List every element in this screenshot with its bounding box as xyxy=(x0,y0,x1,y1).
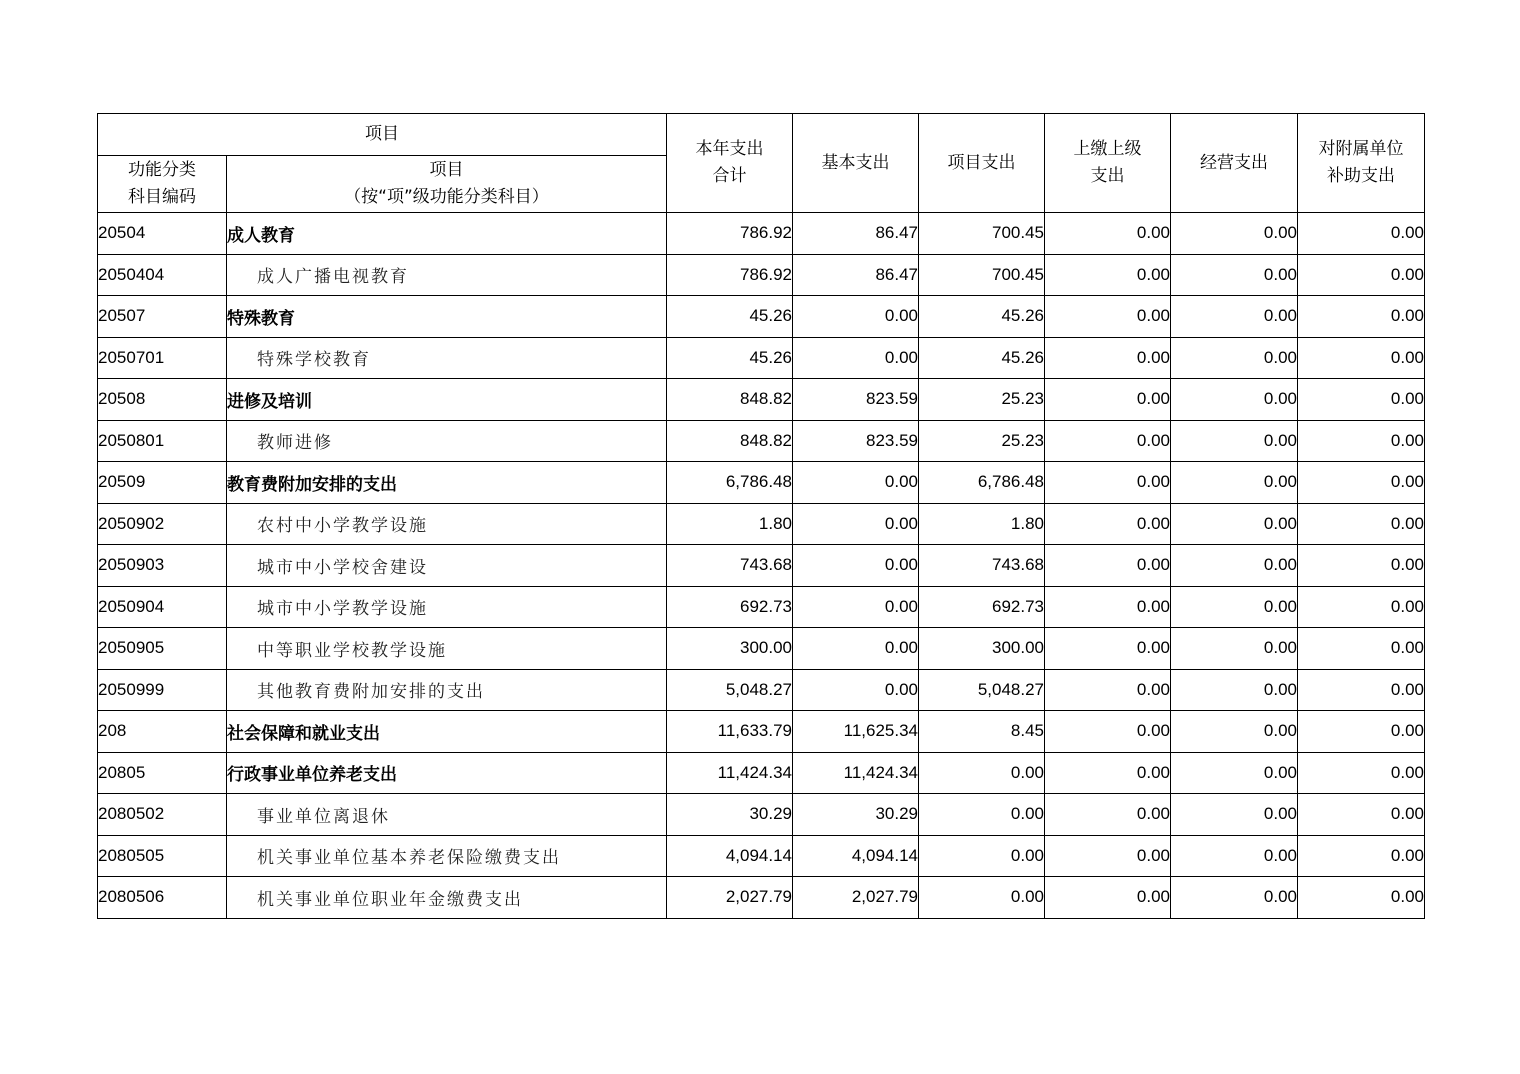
table-row xyxy=(98,586,1425,628)
cell-operating: 0.00 xyxy=(1171,462,1298,504)
cell-operating: 0.00 xyxy=(1171,545,1298,587)
cell-subsidy: 0.00 xyxy=(1298,379,1425,421)
cell-operating: 0.00 xyxy=(1171,296,1298,338)
header-basic: 基本支出 xyxy=(793,114,919,213)
header-subsidy xyxy=(1298,114,1425,213)
cell-upper: 0.00 xyxy=(1045,462,1171,504)
table-row xyxy=(98,296,1425,338)
table-row xyxy=(98,337,1425,379)
cell-project: 8.45 xyxy=(919,711,1045,753)
table-row xyxy=(98,420,1425,462)
cell-operating: 0.00 xyxy=(1171,669,1298,711)
cell-basic: 11,625.34 xyxy=(793,711,919,753)
cell-total: 30.29 xyxy=(667,794,793,836)
cell-name: 特殊学校教育 xyxy=(227,337,667,379)
cell-basic: 823.59 xyxy=(793,420,919,462)
cell-upper: 0.00 xyxy=(1045,752,1171,794)
table-row xyxy=(98,462,1425,504)
cell-subsidy: 0.00 xyxy=(1298,337,1425,379)
cell-code: 2080505 xyxy=(98,835,227,877)
cell-name: 教育费附加安排的支出 xyxy=(227,462,667,504)
cell-name: 社会保障和就业支出 xyxy=(227,711,667,753)
cell-project: 1.80 xyxy=(919,503,1045,545)
header-code-line1: 功能分类 xyxy=(128,160,196,180)
cell-project: 0.00 xyxy=(919,877,1045,919)
cell-code: 2050999 xyxy=(98,669,227,711)
cell-name: 农村中小学教学设施 xyxy=(227,503,667,545)
cell-total: 5,048.27 xyxy=(667,669,793,711)
cell-upper: 0.00 xyxy=(1045,877,1171,919)
cell-total: 786.92 xyxy=(667,213,793,255)
cell-upper: 0.00 xyxy=(1045,835,1171,877)
cell-subsidy: 0.00 xyxy=(1298,752,1425,794)
expenditure-table xyxy=(97,113,1425,919)
cell-basic: 0.00 xyxy=(793,669,919,711)
cell-subsidy: 0.00 xyxy=(1298,711,1425,753)
cell-basic: 86.47 xyxy=(793,254,919,296)
cell-project: 743.68 xyxy=(919,545,1045,587)
header-operating: 经营支出 xyxy=(1171,114,1298,213)
header-total xyxy=(667,114,793,213)
header-code-line2: 科目编码 xyxy=(128,187,196,207)
cell-operating: 0.00 xyxy=(1171,586,1298,628)
table-row xyxy=(98,835,1425,877)
cell-total: 6,786.48 xyxy=(667,462,793,504)
cell-name: 机关事业单位基本养老保险缴费支出 xyxy=(227,835,667,877)
cell-code: 2080502 xyxy=(98,794,227,836)
cell-total: 848.82 xyxy=(667,379,793,421)
cell-code: 2050905 xyxy=(98,628,227,670)
cell-upper: 0.00 xyxy=(1045,213,1171,255)
header-code-col xyxy=(98,156,227,213)
cell-project: 45.26 xyxy=(919,337,1045,379)
cell-subsidy: 0.00 xyxy=(1298,835,1425,877)
cell-code: 20508 xyxy=(98,379,227,421)
cell-operating: 0.00 xyxy=(1171,628,1298,670)
cell-code: 2050902 xyxy=(98,503,227,545)
cell-code: 2050701 xyxy=(98,337,227,379)
cell-total: 11,633.79 xyxy=(667,711,793,753)
cell-subsidy: 0.00 xyxy=(1298,669,1425,711)
header-group-title: 项目 xyxy=(98,114,667,156)
cell-project: 0.00 xyxy=(919,835,1045,877)
cell-basic: 0.00 xyxy=(793,337,919,379)
cell-total: 4,094.14 xyxy=(667,835,793,877)
header-name-line1: 项目 xyxy=(429,160,464,180)
cell-code: 2050903 xyxy=(98,545,227,587)
cell-operating: 0.00 xyxy=(1171,503,1298,545)
table-row xyxy=(98,628,1425,670)
cell-code: 208 xyxy=(98,711,227,753)
cell-subsidy: 0.00 xyxy=(1298,462,1425,504)
header-total-line1: 本年支出 xyxy=(695,139,764,159)
cell-total: 743.68 xyxy=(667,545,793,587)
cell-code: 20507 xyxy=(98,296,227,338)
cell-total: 45.26 xyxy=(667,296,793,338)
cell-upper: 0.00 xyxy=(1045,794,1171,836)
cell-upper: 0.00 xyxy=(1045,586,1171,628)
cell-name: 特殊教育 xyxy=(227,296,667,338)
cell-operating: 0.00 xyxy=(1171,877,1298,919)
cell-name: 城市中小学校舍建设 xyxy=(227,545,667,587)
cell-operating: 0.00 xyxy=(1171,835,1298,877)
cell-upper: 0.00 xyxy=(1045,628,1171,670)
cell-subsidy: 0.00 xyxy=(1298,503,1425,545)
table-row xyxy=(98,545,1425,587)
cell-name: 事业单位离退休 xyxy=(227,794,667,836)
cell-project: 700.45 xyxy=(919,213,1045,255)
cell-operating: 0.00 xyxy=(1171,752,1298,794)
cell-name: 进修及培训 xyxy=(227,379,667,421)
cell-project: 5,048.27 xyxy=(919,669,1045,711)
cell-basic: 0.00 xyxy=(793,586,919,628)
cell-project: 25.23 xyxy=(919,420,1045,462)
table-row xyxy=(98,503,1425,545)
table-row xyxy=(98,794,1425,836)
table-row xyxy=(98,379,1425,421)
cell-basic: 2,027.79 xyxy=(793,877,919,919)
table-body xyxy=(98,213,1425,919)
cell-name: 其他教育费附加安排的支出 xyxy=(227,669,667,711)
cell-name: 机关事业单位职业年金缴费支出 xyxy=(227,877,667,919)
cell-basic: 823.59 xyxy=(793,379,919,421)
cell-total: 300.00 xyxy=(667,628,793,670)
cell-upper: 0.00 xyxy=(1045,503,1171,545)
cell-subsidy: 0.00 xyxy=(1298,628,1425,670)
cell-basic: 0.00 xyxy=(793,545,919,587)
cell-name: 城市中小学教学设施 xyxy=(227,586,667,628)
cell-operating: 0.00 xyxy=(1171,379,1298,421)
cell-basic: 0.00 xyxy=(793,462,919,504)
header-project: 项目支出 xyxy=(919,114,1045,213)
table-row xyxy=(98,213,1425,255)
header-upper xyxy=(1045,114,1171,213)
cell-total: 786.92 xyxy=(667,254,793,296)
cell-project: 700.45 xyxy=(919,254,1045,296)
cell-name: 中等职业学校教学设施 xyxy=(227,628,667,670)
cell-total: 45.26 xyxy=(667,337,793,379)
cell-upper: 0.00 xyxy=(1045,669,1171,711)
cell-upper: 0.00 xyxy=(1045,337,1171,379)
cell-total: 11,424.34 xyxy=(667,752,793,794)
header-subsidy-line1: 对附属单位 xyxy=(1318,139,1404,159)
cell-code: 20504 xyxy=(98,213,227,255)
cell-project: 0.00 xyxy=(919,752,1045,794)
cell-name: 成人广播电视教育 xyxy=(227,254,667,296)
cell-upper: 0.00 xyxy=(1045,420,1171,462)
cell-basic: 4,094.14 xyxy=(793,835,919,877)
cell-basic: 0.00 xyxy=(793,628,919,670)
cell-operating: 0.00 xyxy=(1171,420,1298,462)
cell-project: 300.00 xyxy=(919,628,1045,670)
table-row xyxy=(98,254,1425,296)
cell-subsidy: 0.00 xyxy=(1298,794,1425,836)
cell-basic: 0.00 xyxy=(793,296,919,338)
cell-code: 2080506 xyxy=(98,877,227,919)
header-total-line2: 合计 xyxy=(712,166,747,186)
table-row xyxy=(98,711,1425,753)
cell-total: 2,027.79 xyxy=(667,877,793,919)
header-upper-line2: 支出 xyxy=(1090,166,1125,186)
cell-name: 教师进修 xyxy=(227,420,667,462)
header-name-col xyxy=(227,156,667,213)
cell-total: 692.73 xyxy=(667,586,793,628)
cell-code: 20509 xyxy=(98,462,227,504)
cell-subsidy: 0.00 xyxy=(1298,877,1425,919)
cell-upper: 0.00 xyxy=(1045,711,1171,753)
cell-basic: 11,424.34 xyxy=(793,752,919,794)
cell-project: 45.26 xyxy=(919,296,1045,338)
cell-project: 6,786.48 xyxy=(919,462,1045,504)
cell-total: 848.82 xyxy=(667,420,793,462)
cell-operating: 0.00 xyxy=(1171,213,1298,255)
cell-upper: 0.00 xyxy=(1045,379,1171,421)
cell-name: 成人教育 xyxy=(227,213,667,255)
cell-code: 2050404 xyxy=(98,254,227,296)
cell-subsidy: 0.00 xyxy=(1298,586,1425,628)
cell-operating: 0.00 xyxy=(1171,337,1298,379)
header-name-line2: （按“项”级功能分类科目） xyxy=(344,187,549,207)
cell-subsidy: 0.00 xyxy=(1298,296,1425,338)
cell-code: 2050801 xyxy=(98,420,227,462)
cell-project: 25.23 xyxy=(919,379,1045,421)
cell-operating: 0.00 xyxy=(1171,794,1298,836)
table-row xyxy=(98,877,1425,919)
cell-project: 692.73 xyxy=(919,586,1045,628)
cell-subsidy: 0.00 xyxy=(1298,213,1425,255)
cell-basic: 0.00 xyxy=(793,503,919,545)
cell-operating: 0.00 xyxy=(1171,254,1298,296)
cell-subsidy: 0.00 xyxy=(1298,545,1425,587)
cell-subsidy: 0.00 xyxy=(1298,420,1425,462)
cell-code: 2050904 xyxy=(98,586,227,628)
cell-subsidy: 0.00 xyxy=(1298,254,1425,296)
cell-upper: 0.00 xyxy=(1045,254,1171,296)
cell-total: 1.80 xyxy=(667,503,793,545)
cell-name: 行政事业单位养老支出 xyxy=(227,752,667,794)
cell-code: 20805 xyxy=(98,752,227,794)
header-subsidy-line2: 补助支出 xyxy=(1327,166,1395,186)
table-row xyxy=(98,669,1425,711)
header-upper-line1: 上缴上级 xyxy=(1073,139,1142,159)
cell-basic: 30.29 xyxy=(793,794,919,836)
cell-upper: 0.00 xyxy=(1045,545,1171,587)
cell-project: 0.00 xyxy=(919,794,1045,836)
cell-operating: 0.00 xyxy=(1171,711,1298,753)
cell-basic: 86.47 xyxy=(793,213,919,255)
table-row xyxy=(98,752,1425,794)
cell-upper: 0.00 xyxy=(1045,296,1171,338)
